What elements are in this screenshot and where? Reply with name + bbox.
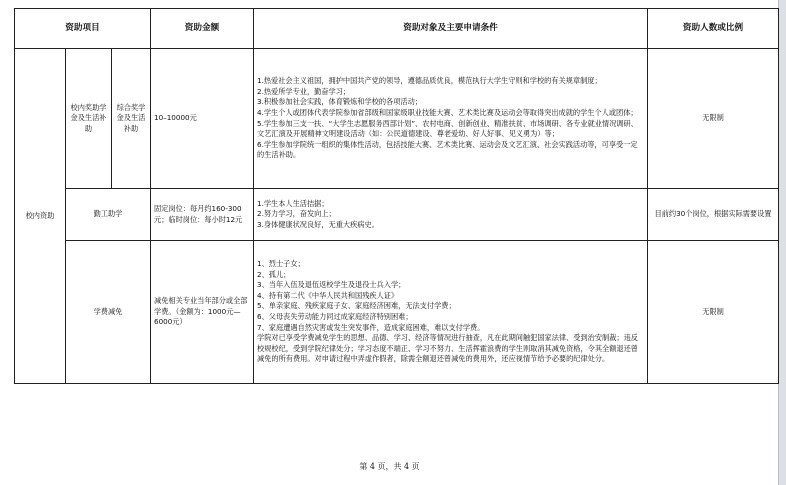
header-ratio: 资助人数或比例 [648, 9, 779, 49]
tuition-amount: 减免相关专业当年部分或全部学费。（金额为：1000元—6000元） [151, 241, 254, 384]
condition-line: 3.身体健康状况良好，无重大疾病史。 [257, 219, 379, 229]
condition-line: 2.努力学习，奋发向上； [257, 209, 336, 219]
condition-line: 2.热爱所学专业，勤奋学习； [257, 86, 351, 96]
table-row-workstudy [15, 189, 779, 241]
condition-line: 学院对已享受学费减免学生的思想、品德、学习、经济等情况进行抽查，凡在此期间触犯国家法律、受到治安制裁；违反校规校纪，受到学院纪律处分；学习态度不端正、学习不努力、生活挥霍浪费的学生则取消其减免资格，令其全额退还曾减免的所有费用。对申请过程中弄虚作假者，除需全额退还曾减免的费用外，还应视情节给予必要的纪律处分。 [257, 333, 638, 364]
condition-line: 3、当年入伍及退伍返校学生及退役士兵入学； [257, 280, 406, 290]
table-row-scholarship [15, 49, 779, 189]
page-footer: 第 4 页，共 4 页 [359, 462, 420, 471]
condition-line: 6.学生参加学院统一组织的集体性活动，包括技能大赛、艺术类比赛、运动会及文艺汇演、社会实践活动等，可享受一定的生活补助。 [257, 139, 638, 160]
workstudy-conditions [254, 189, 648, 241]
tuition-name: 学费减免 [66, 241, 151, 384]
scholarship-name: 校内奖助学金及生活补助 [66, 49, 112, 189]
scholarship-sub: 综合奖学金及生活补助 [112, 49, 151, 189]
header-amount: 资助金额 [151, 9, 254, 49]
tuition-ratio: 无限制 [648, 241, 779, 384]
condition-line: 2、孤儿； [257, 269, 291, 279]
workstudy-name: 勤工助学 [66, 189, 151, 241]
condition-line: 4、持有第二代《中华人民共和国残疾人证》 [257, 290, 399, 300]
workstudy-ratio: 目前约30个岗位，根据实际需要设置 [648, 189, 779, 241]
header-row [15, 9, 779, 49]
condition-line: 1.学生本人生活拮据； [257, 198, 329, 208]
condition-line: 5、单亲家庭、残疾家庭子女、家庭经济困难，无法支付学费； [257, 301, 456, 311]
scholarship-ratio: 无限制 [648, 49, 779, 189]
condition-line: 5.学生参加三支一扶、“大学生志愿服务西部计划”、农村电商、创新创业、精准扶贫、市场调研、各专业就业情况调研、文艺汇演及开展精神文明建设活动（如：公民道德建设、尊老爱幼、好人好事、见义勇为）等； [257, 118, 638, 139]
page-edge [779, 0, 786, 485]
tuition-conditions [254, 241, 648, 384]
aid-table [14, 8, 779, 384]
condition-line: 6、父母丧失劳动能力同过成家庭经济特别困难； [257, 312, 413, 321]
scholarship-conditions [254, 49, 648, 189]
condition-line: 7、家庭遭遇自然灾害或发生突发事件，造成家庭困难，难以支付学费。 [257, 322, 485, 332]
category-cell: 校内资助 [15, 49, 66, 384]
condition-line: 1.热爱社会主义祖国，拥护中国共产党的领导，遵德品质优良，模范执行大学生守则和学校的有关规章制度； [257, 76, 602, 86]
workstudy-amount: 固定岗位：每月约160-300元；临时岗位：每小时12元 [151, 189, 254, 241]
condition-line: 4.学生个人或团体代表学院参加省部级和国家级职业技能大赛、艺术类比赛及运动会等取得突出成就的学生个人或团体； [257, 107, 638, 117]
header-conditions: 资助对象及主要申请条件 [254, 9, 648, 49]
condition-line: 3.积极参加社会实践，体育锻炼和学校的各项活动； [257, 97, 422, 107]
header-item: 资助项目 [15, 9, 151, 49]
condition-line: 1、烈士子女； [257, 259, 305, 269]
scholarship-amount: 10–10000元 [151, 49, 254, 189]
table-row-tuition [15, 241, 779, 384]
